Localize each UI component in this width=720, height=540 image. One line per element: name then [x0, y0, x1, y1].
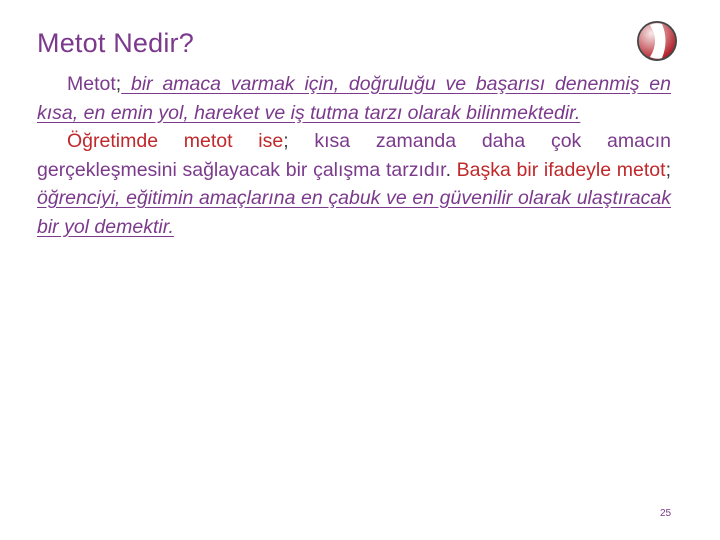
slide-title: Metot Nedir?	[37, 28, 194, 58]
alternative-phrase: Başka bir ifadeyle metot	[450, 158, 666, 181]
alternative-definition: öğrenciyi, eğitimin amaçlarına en çabuk ve en güvenilir olarak ulaştıracak bir yol demektir.	[37, 187, 671, 238]
page-number: 25	[660, 508, 672, 519]
metot-definition: bir amaca varmak için, doğruluğu ve başarısı denenmiş en kısa, en emin yol, hareket ve iş tutma tarzı olarak bilinmektedir.	[37, 73, 671, 124]
term-teaching-method: Öğretimde metot ise	[67, 130, 284, 152]
term-metot: Metot	[67, 73, 116, 95]
separator: ;	[115, 73, 122, 95]
slide-body	[37, 70, 671, 241]
period: .	[445, 158, 451, 181]
teaching-method-text: kısa zamanda daha çok amacın gerçekleşmesini sağlayacak bir çalışma tarzıdır	[37, 130, 671, 181]
separator: ;	[665, 158, 671, 181]
separator: ;	[283, 130, 289, 152]
paragraph-teaching-method	[37, 127, 671, 241]
paragraph-metot-definition	[37, 70, 671, 127]
red-white-sphere-icon	[636, 20, 678, 62]
